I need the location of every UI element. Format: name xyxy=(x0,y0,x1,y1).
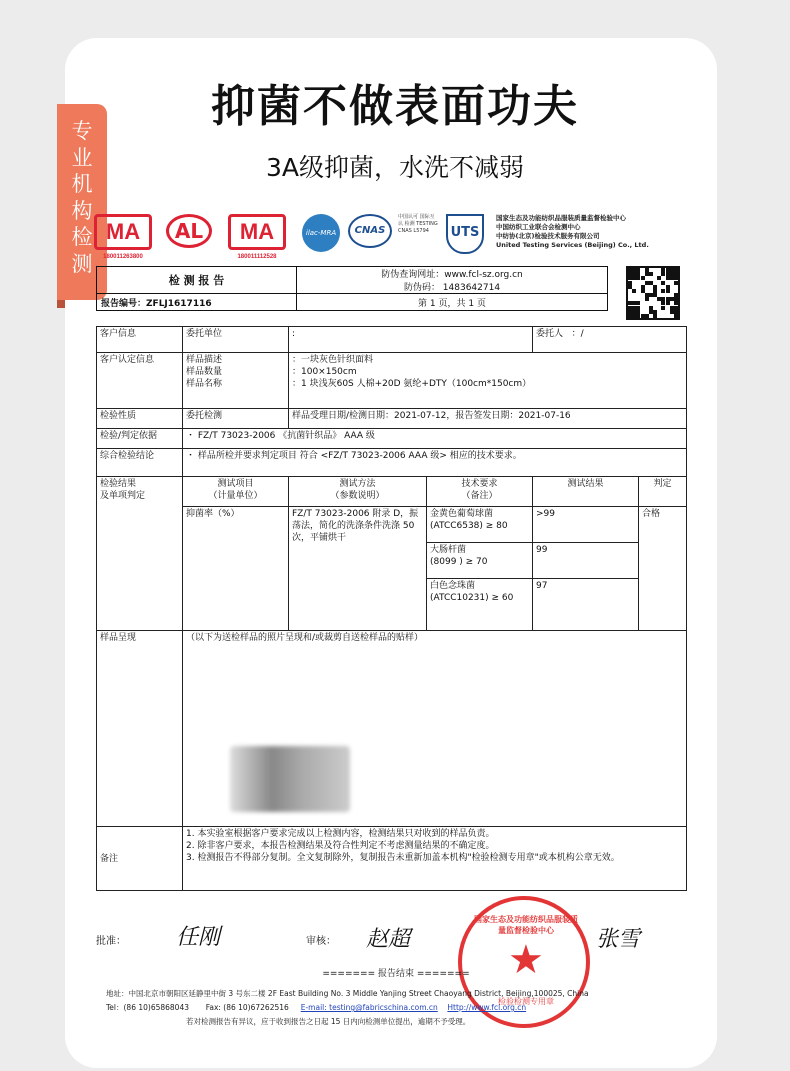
approve-label: 批准： xyxy=(96,936,126,947)
uts-logo: UTS xyxy=(446,214,484,254)
remarks: 1. 本实验室根据客户要求完成以上检测内容，检测结果只对收到的样品负责。 2. 除非客户要求，本报告检测结果及符合性判定不考虑测量结果的不确定度。 3. 检测报告不得部分复制。全文复制除外，复制报告未重新加盖本机构"检验检测专用章"或本机构公章无效。 xyxy=(183,827,687,891)
cma-logo: MA 180011112528 xyxy=(228,214,286,250)
cnas-logo: CNAS xyxy=(348,214,392,248)
side-tag-char: 测 xyxy=(71,251,93,276)
side-tag-char: 机 xyxy=(71,172,93,196)
client-unit-value: : xyxy=(289,327,533,353)
tester-signature: 张雪 xyxy=(596,927,641,952)
cal-logo: AL xyxy=(166,214,212,248)
qr-module xyxy=(661,306,665,310)
qr-module xyxy=(653,314,657,318)
side-tag-char: 业 xyxy=(71,145,93,170)
qr-module xyxy=(632,289,636,293)
dates: 样品受理日期/检测日期：2021-07-12，报告签发日期：2021-07-16 xyxy=(289,409,687,429)
result: >99 xyxy=(533,507,639,543)
cnas-caption: 中国认可 国际互认 检测 TESTING CNAS L5794 xyxy=(398,214,438,234)
test-method: FZ/T 73023-2006 附录 D，振荡法，简化的洗涤条件洗涤 50 次，平铺烘干 xyxy=(289,507,427,631)
certification-logos xyxy=(94,210,694,258)
test-item: 抑菌率（%） xyxy=(183,507,289,631)
report-number: 报告编号：ZFLJ1617116 xyxy=(97,294,297,311)
review-label: 审核： xyxy=(306,936,336,947)
page-subtitle: 3A级抑菌，水洗不减弱 xyxy=(265,153,524,182)
qr-module xyxy=(666,289,670,293)
conclusion-label: 综合检验结论 xyxy=(97,449,183,477)
requirement: 白色念珠菌 (ATCC10231) ≥ 60 xyxy=(427,579,533,631)
col-item: 测试项目 （计量单位） xyxy=(183,477,289,507)
side-tag-char: 专 xyxy=(71,119,93,143)
star-icon: ★ xyxy=(508,937,544,983)
page-info: 第 1 页，共 1 页 xyxy=(297,294,608,311)
result: 97 xyxy=(533,579,639,631)
page-title: 抑菌不做表面功夫 xyxy=(211,81,579,132)
qr-module xyxy=(645,297,649,301)
footer-note: 若对检测报告有异议，应于收到报告之日起 15 日内向检测单位提出，逾期不予受理。 xyxy=(186,1017,471,1026)
footer-contact: Tel：(86 10)65868043 Fax: (86 10)67262516 E-mail: testing@fabricschina.com.cn Http://www.fcl.org.cn xyxy=(106,1003,527,1012)
qr-module xyxy=(645,314,649,318)
report-table xyxy=(96,326,687,891)
result: 99 xyxy=(533,543,639,579)
remarks-label: 备注 xyxy=(97,827,183,891)
signatures xyxy=(96,916,686,956)
side-tag-char: 检 xyxy=(71,225,93,249)
sample-info-label: 客户认定信息 xyxy=(97,353,183,409)
col-result: 测试结果 xyxy=(533,477,639,507)
requirement: 大肠杆菌 (8099 ) ≥ 70 xyxy=(427,543,533,579)
fabric-sample-image xyxy=(230,746,350,812)
report-end: ======= 报告结束 ======= xyxy=(322,969,470,979)
sample-values: ：一块灰色针织面料 ：100×150cm ：1 块浅灰60S 人棉+20D 氨纶+DTY（100cm*150cm） xyxy=(289,353,687,409)
side-tag-char: 构 xyxy=(71,198,93,223)
sample-photo-note: （以下为送检样品的照片呈现和/或裁剪自送检样品的贴样） xyxy=(183,631,687,827)
client-unit-label: 委托单位 xyxy=(183,327,289,353)
sample-photo-label: 样品呈现 xyxy=(97,631,183,827)
conclusion-value: ・ 样品所检并要求判定项目 符合 <FZ/T 73023-2006 AAA 级> 相应的技术要求。 xyxy=(183,449,687,477)
basis-label: 检验/判定依据 xyxy=(97,429,183,449)
qr-module xyxy=(674,314,678,318)
basis-value: ・ FZ/T 73023-2006 《抗菌针织品》 AAA 级 xyxy=(183,429,687,449)
sample-fields: 样品描述 样品数量 样品名称 xyxy=(183,353,289,409)
client-info-label: 客户信息 xyxy=(97,327,183,353)
test-nature-label: 检验性质 xyxy=(97,409,183,429)
report-header xyxy=(96,266,608,311)
results-label: 检验结果 及单项判定 xyxy=(97,477,183,631)
ilac-logo: ilac-MRA xyxy=(302,214,340,252)
judgement: 合格 xyxy=(639,507,687,631)
cma-logo: MA 180011263800 xyxy=(94,214,152,250)
client-person: 委托人 ：/ xyxy=(533,327,687,353)
requirement: 金黄色葡萄球菌 (ATCC6538) ≥ 80 xyxy=(427,507,533,543)
test-nature-value: 委托检测 xyxy=(183,409,289,429)
anti-fake-url: 防伪查询网址：www.fcl-sz.org.cn 防伪码： 1483642714 xyxy=(297,267,608,294)
official-seal: 国家生态及功能纺织品服装质量监督检验中心 ★ 检验检测专用章 xyxy=(458,896,590,1028)
col-judge: 判定 xyxy=(639,477,687,507)
qr-code xyxy=(626,266,680,320)
institution-name: 国家生态及功能纺织品服装质量监督检验中心 中国纺织工业联合会检测中心 中纺协(北京)检验技术服务有限公司 United Testing Services (Beijing) Co., Ltd. xyxy=(496,214,649,249)
col-requirement: 技术要求 （备注） xyxy=(427,477,533,507)
test-report xyxy=(86,196,706,1051)
col-method: 测试方法 （参数说明） xyxy=(289,477,427,507)
report-title: 检 测 报 告 xyxy=(97,267,297,294)
review-signature: 赵超 xyxy=(366,927,411,952)
approve-signature: 任刚 xyxy=(176,925,221,950)
qr-module xyxy=(649,272,653,276)
side-tag-fold xyxy=(57,300,65,308)
qr-module xyxy=(674,281,678,285)
footer-address: 地址：中国北京市朝阳区延静里中街 3 号东二楼 2F East Building No. 3 Middle Yanjing Street Chaoyang District, Beijing,100025, China xyxy=(106,989,589,998)
